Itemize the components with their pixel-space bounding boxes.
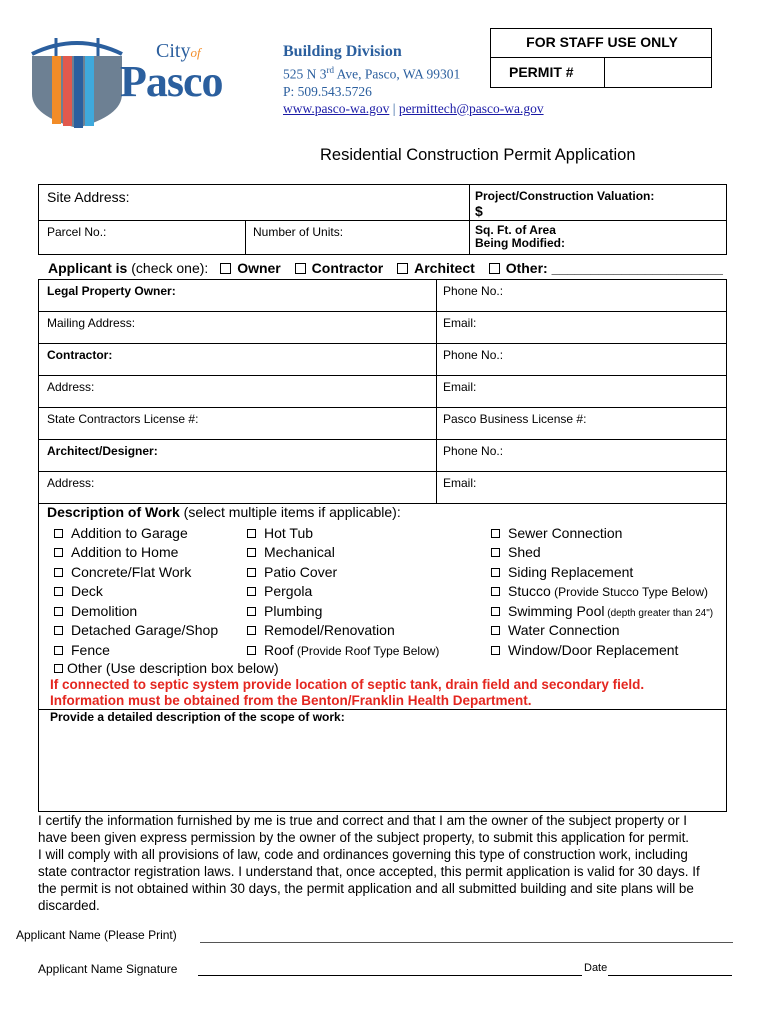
logo-of-text: of: [190, 45, 201, 60]
architect-address-field[interactable]: Address:: [47, 476, 95, 490]
scope-description-field[interactable]: [40, 726, 725, 810]
city-logo: [28, 34, 268, 130]
work-roof[interactable]: Roof (Provide Roof Type Below): [247, 642, 439, 658]
work-pergola[interactable]: Pergola: [247, 583, 312, 599]
work-fence[interactable]: Fence: [54, 642, 110, 658]
architect-name-field[interactable]: Architect/Designer:: [47, 444, 158, 458]
work-heading: Description of Work (select multiple items if applicable):: [47, 504, 401, 520]
division-phone: P: 509.543.5726: [283, 83, 372, 99]
bridge-shield-icon: [28, 34, 128, 130]
division-name: Building Division: [283, 43, 402, 60]
parcel-field[interactable]: Parcel No.:: [47, 225, 107, 239]
architect-phone-field[interactable]: Phone No.:: [443, 444, 504, 458]
units-field[interactable]: Number of Units:: [253, 225, 344, 239]
date-label: Date: [584, 962, 608, 974]
division-links: www.pasco-wa.gov | permittech@pasco-wa.gov: [283, 100, 544, 116]
architect-email-field[interactable]: Email:: [443, 476, 477, 490]
page-title: Residential Construction Permit Application: [320, 146, 636, 164]
work-detached-garage[interactable]: Detached Garage/Shop: [54, 622, 218, 638]
owner-email-field[interactable]: Email:: [443, 316, 477, 330]
work-deck[interactable]: Deck: [54, 583, 103, 599]
contact-table: [38, 279, 727, 504]
site-address-field[interactable]: Site Address:: [47, 189, 130, 205]
work-water[interactable]: Water Connection: [491, 622, 620, 638]
septic-note: If connected to septic system provide location of septic tank, drain field and secondary field. Information must be obtained from the Benton/Franklin Health Department.: [50, 677, 645, 708]
work-remodel[interactable]: Remodel/Renovation: [247, 622, 395, 638]
permit-number-field[interactable]: [605, 58, 711, 87]
applicant-other-checkbox[interactable]: Other: ______________________: [489, 260, 723, 276]
applicant-name-label: Applicant Name (Please Print): [16, 928, 177, 942]
applicant-name-line[interactable]: [200, 942, 733, 943]
logo-pasco-text: Pasco: [120, 57, 223, 106]
valuation-label: Project/Construction Valuation:: [475, 189, 655, 203]
staff-use-title: FOR STAFF USE ONLY: [526, 34, 678, 50]
owner-name-field[interactable]: Legal Property Owner:: [47, 284, 176, 298]
contractor-name-field[interactable]: Contractor:: [47, 348, 113, 362]
work-shed[interactable]: Shed: [491, 544, 541, 560]
state-license-field[interactable]: State Contractors License #:: [47, 412, 199, 426]
applicant-architect-checkbox[interactable]: Architect: [397, 260, 485, 276]
work-siding[interactable]: Siding Replacement: [491, 564, 633, 580]
contractor-email-field[interactable]: Email:: [443, 380, 477, 394]
applicant-owner-checkbox[interactable]: Owner: [220, 260, 291, 276]
site-info-box: [38, 184, 727, 255]
contractor-address-field[interactable]: Address:: [47, 380, 95, 394]
owner-mailing-field[interactable]: Mailing Address:: [47, 316, 136, 330]
work-pool[interactable]: Swimming Pool (depth greater than 24"): [491, 603, 713, 619]
work-window-door[interactable]: Window/Door Replacement: [491, 642, 678, 658]
business-license-field[interactable]: Pasco Business License #:: [443, 412, 587, 426]
work-plumbing[interactable]: Plumbing: [247, 603, 322, 619]
applicant-type-row: Applicant is (check one): Owner Contractor Architect Other: ______________________: [48, 260, 723, 276]
valuation-field[interactable]: $: [475, 203, 483, 219]
work-concrete[interactable]: Concrete/Flat Work: [54, 564, 191, 580]
scope-label: Provide a detailed description of the scope of work:: [50, 710, 345, 724]
signature-line[interactable]: [198, 975, 582, 976]
website-link[interactable]: www.pasco-wa.gov: [283, 100, 390, 116]
work-hot-tub[interactable]: Hot Tub: [247, 525, 313, 541]
work-mechanical[interactable]: Mechanical: [247, 544, 335, 560]
applicant-contractor-checkbox[interactable]: Contractor: [295, 260, 394, 276]
work-sewer[interactable]: Sewer Connection: [491, 525, 622, 541]
work-addition-home[interactable]: Addition to Home: [54, 544, 178, 560]
sqft-field[interactable]: Sq. Ft. of Area Being Modified:: [475, 223, 565, 250]
work-addition-garage[interactable]: Addition to Garage: [54, 525, 188, 541]
work-stucco[interactable]: Stucco (Provide Stucco Type Below): [491, 583, 708, 599]
email-link[interactable]: permittech@pasco-wa.gov: [398, 100, 544, 116]
division-address: 525 N 3rd Ave, Pasco, WA 99301: [283, 65, 461, 82]
permit-number-label: PERMIT #: [509, 64, 574, 80]
work-other[interactable]: Other (Use description box below): [54, 660, 279, 676]
work-patio-cover[interactable]: Patio Cover: [247, 564, 337, 580]
work-demolition[interactable]: Demolition: [54, 603, 137, 619]
date-line[interactable]: [608, 975, 732, 976]
contractor-phone-field[interactable]: Phone No.:: [443, 348, 504, 362]
certification-text: I certify the information furnished by me is true and correct and that I am the owner of the subject property or I have been given express permission by the owner of the subject property, to submit this application for permit. I will comply with all provisions of law, code and ordinances governing this type of construction work, including state contractor registration laws. I understand that, once accepted, this permit application is valid for 30 days. If the permit is not obtained within 30 days, the permit application and all submitted building and site plans will be discarded.: [38, 813, 700, 913]
signature-label: Applicant Name Signature: [38, 962, 178, 976]
staff-use-box: [490, 28, 712, 88]
owner-phone-field[interactable]: Phone No.:: [443, 284, 504, 298]
logo-city-text: City: [156, 40, 191, 62]
